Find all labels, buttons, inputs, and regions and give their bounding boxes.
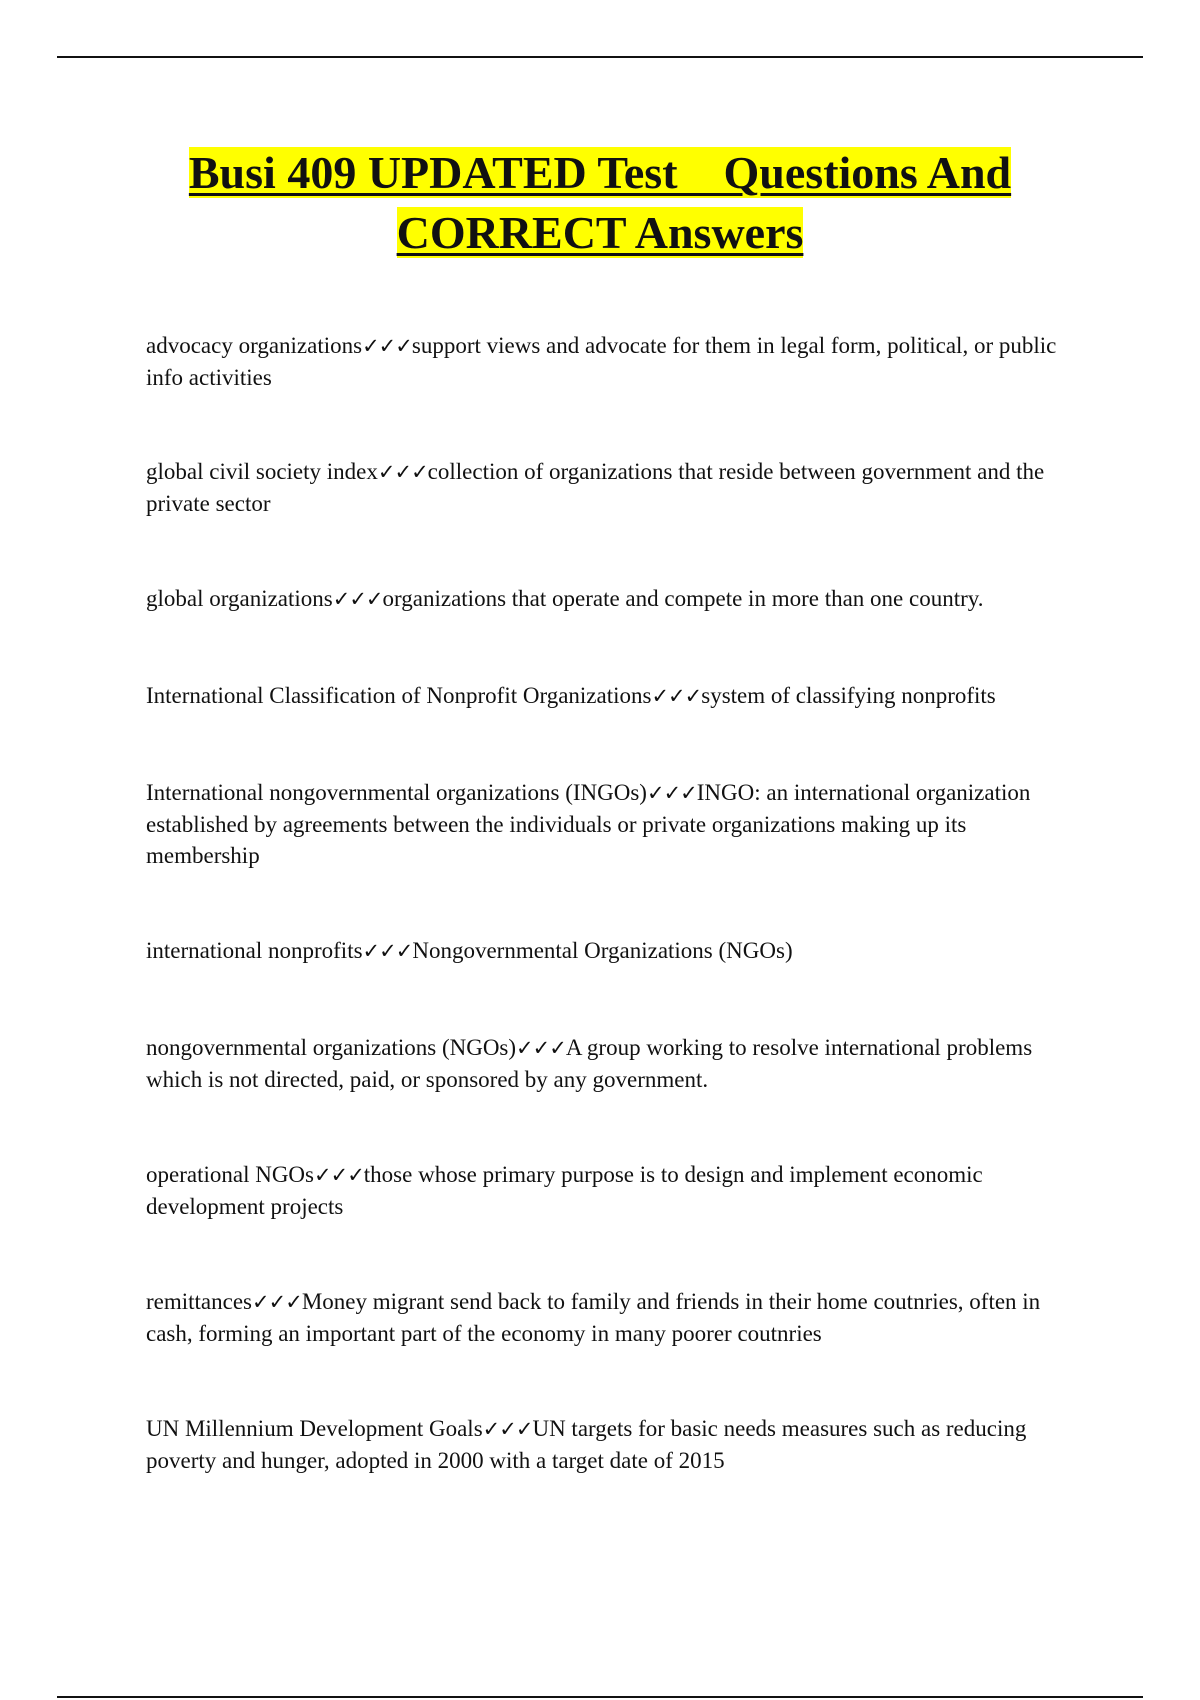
entry-term: global organizations xyxy=(146,586,333,611)
title-line-2: CORRECT Answers xyxy=(396,207,804,258)
bottom-rule xyxy=(57,1696,1143,1698)
entry-term: UN Millennium Development Goals xyxy=(146,1416,483,1441)
entry-definition: UN targets for basic needs measures such as reducing poverty and hunger, adopted in 2000 with a target date of 2015 xyxy=(146,1416,1027,1473)
checkmark-icon: ✓✓✓ xyxy=(516,1036,566,1060)
entry-term: nongovernmental organizations (NGOs) xyxy=(146,1035,517,1060)
checkmark-icon: ✓✓✓ xyxy=(362,939,413,963)
qa-entry xyxy=(146,1159,1066,1222)
entry-term: advocacy organizations xyxy=(146,333,363,358)
qa-entry xyxy=(146,680,1066,712)
qa-entry xyxy=(146,1032,1066,1095)
entry-definition: A group working to resolve international problems which is not directed, paid, or sponsored by any government. xyxy=(146,1035,1033,1092)
qa-entry xyxy=(146,935,1066,967)
qa-entry xyxy=(146,456,1066,519)
checkmark-icon: ✓✓✓ xyxy=(651,684,702,708)
qa-entry xyxy=(146,583,1066,615)
entry-definition: INGO: an international organization established by agreements between the individuals or private organizations making up its membership xyxy=(146,780,1031,868)
entry-term: international nonprofits xyxy=(146,938,363,963)
entry-definition: collection of organizations that reside between government and the private sector xyxy=(146,459,1045,516)
qa-entry xyxy=(146,777,1066,871)
checkmark-icon: ✓✓✓ xyxy=(252,1290,302,1314)
qa-entry xyxy=(146,330,1066,393)
entry-definition: Money migrant send back to family and friends in their home coutnries, often in cash, forming an important part of the economy in many poorer coutnries xyxy=(146,1289,1041,1346)
entry-definition: system of classifying nonprofits xyxy=(701,683,996,708)
entry-definition: those whose primary purpose is to design and implement economic development projects xyxy=(146,1162,983,1219)
title-line-1: Busi 409 UPDATED Test Questions And xyxy=(188,147,1012,198)
entry-term: International nongovernmental organizations (INGOs) xyxy=(146,780,647,805)
checkmark-icon: ✓✓✓ xyxy=(646,781,697,805)
qa-entry xyxy=(146,1286,1066,1349)
entry-term: International Classification of Nonprofit Organizations xyxy=(146,683,652,708)
qa-entry xyxy=(146,1413,1066,1476)
entry-definition: Nongovernmental Organizations (NGOs) xyxy=(412,938,793,963)
checkmark-icon: ✓✓✓ xyxy=(332,587,383,611)
entry-term: remittances xyxy=(146,1289,253,1314)
entry-term: global civil society index xyxy=(146,459,378,484)
entry-term: operational NGOs xyxy=(146,1162,314,1187)
entry-definition: organizations that operate and compete in more than one country. xyxy=(382,586,984,611)
checkmark-icon: ✓✓✓ xyxy=(362,334,412,358)
top-rule xyxy=(57,56,1143,58)
checkmark-icon: ✓✓✓ xyxy=(314,1163,364,1187)
checkmark-icon: ✓✓✓ xyxy=(377,460,428,484)
document-title xyxy=(100,143,1100,263)
checkmark-icon: ✓✓✓ xyxy=(482,1417,533,1441)
entry-definition: support views and advocate for them in legal form, political, or public info activities xyxy=(146,333,1057,390)
